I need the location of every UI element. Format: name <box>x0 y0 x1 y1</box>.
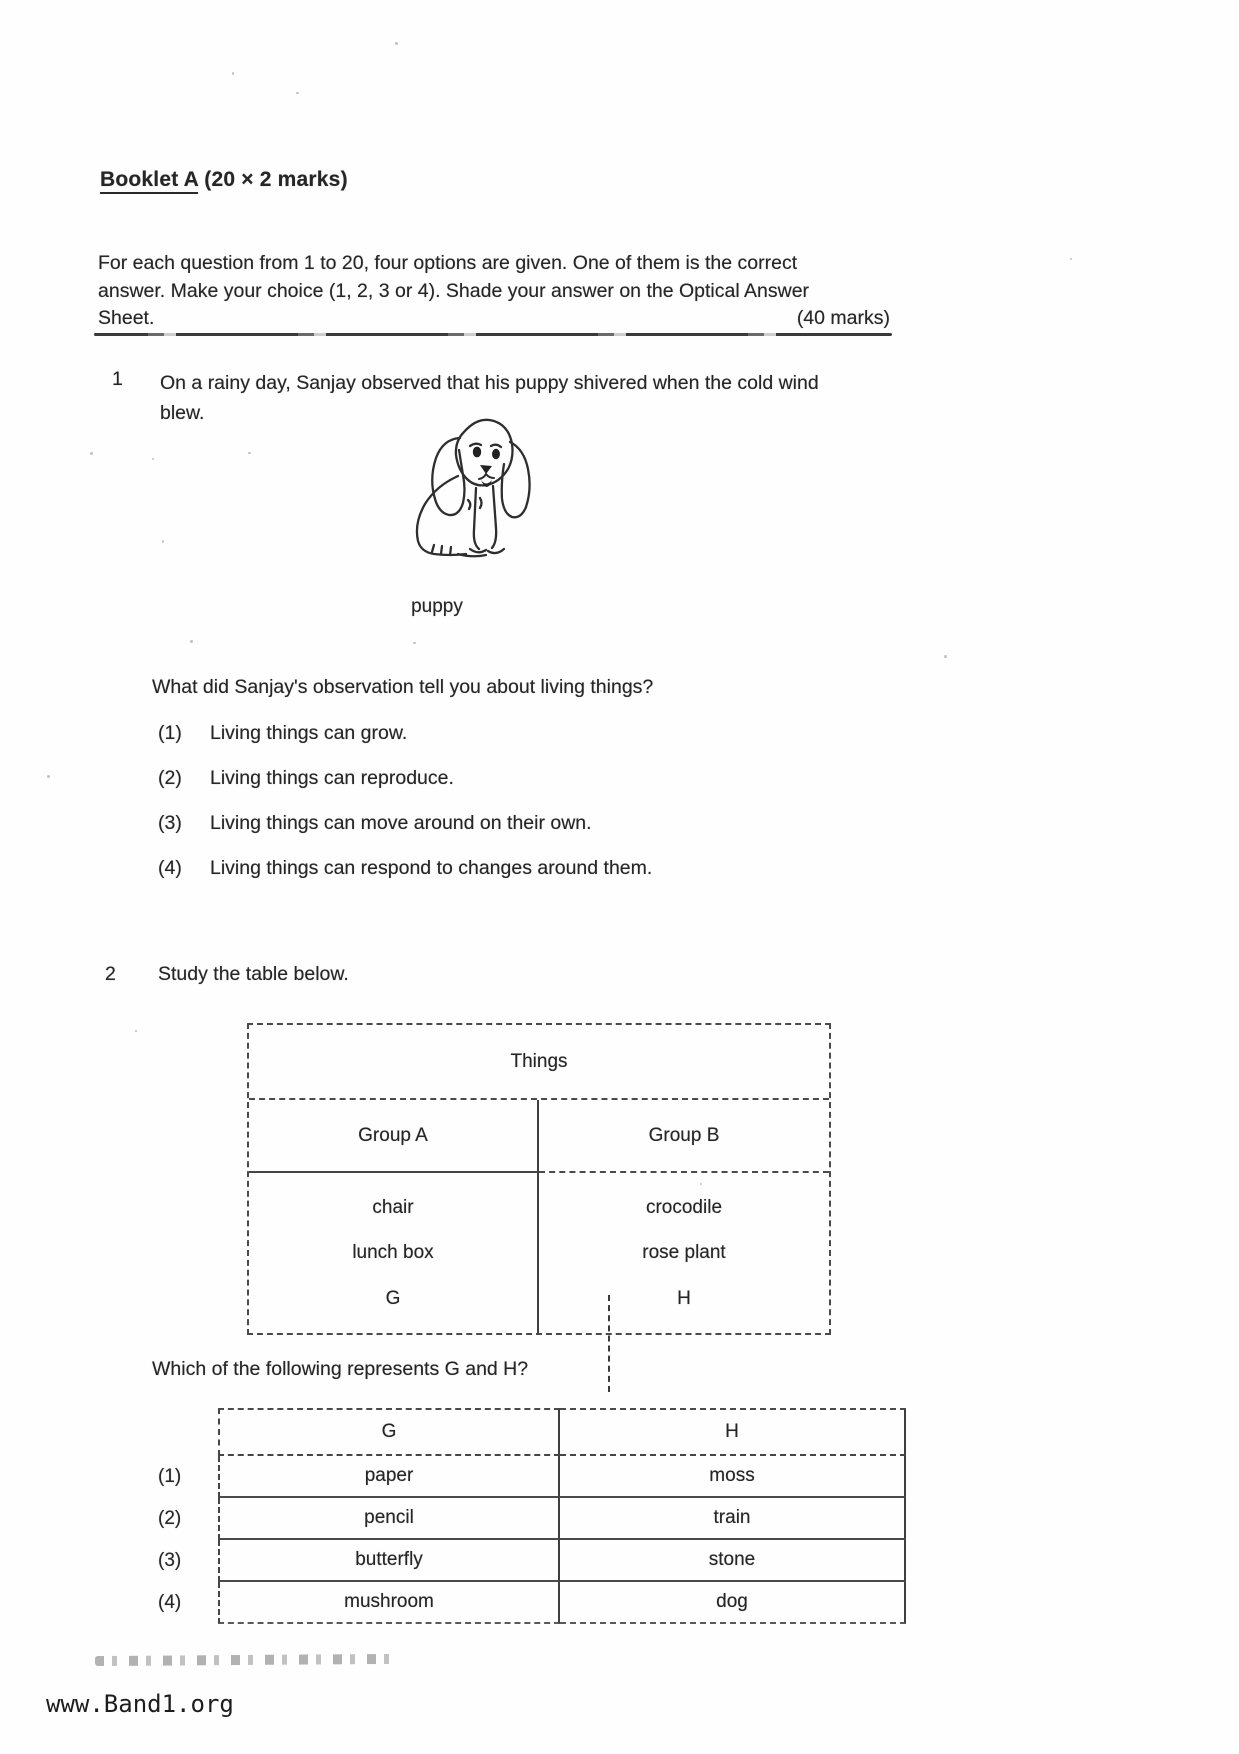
q1-option-2 <box>158 767 454 790</box>
q1-option-1 <box>158 722 407 745</box>
scan-smudge <box>95 1654 395 1666</box>
option-number: (4) <box>158 857 182 879</box>
answer-row-label: (2) <box>158 1508 182 1529</box>
booklet-marks-scheme: (20 × 2 marks) <box>198 168 348 191</box>
q1-option-4 <box>158 857 652 880</box>
things-table-title: Things <box>249 1025 829 1100</box>
scan-speck <box>1070 258 1072 260</box>
option-text: Living things can reproduce. <box>210 767 454 789</box>
answer-row-label: (4) <box>158 1592 182 1613</box>
scan-speck <box>152 458 154 460</box>
scan-speck <box>413 642 416 644</box>
answer-row-label: (3) <box>158 1550 182 1571</box>
option-text: Living things can move around on their own. <box>210 812 592 834</box>
section-divider-line <box>94 333 892 336</box>
answer-options-table <box>158 1408 906 1624</box>
things-table-header-group-b: Group B <box>539 1100 829 1173</box>
scan-speck <box>944 655 947 658</box>
things-table <box>247 1023 831 1335</box>
group-a-item: chair <box>372 1196 414 1218</box>
option-text: Living things can respond to changes around them. <box>210 857 653 879</box>
answer-cell-h: moss <box>560 1456 906 1498</box>
answer-cell-g: butterfly <box>218 1540 560 1582</box>
group-b-item: crocodile <box>645 1196 723 1218</box>
answer-cell-h: stone <box>560 1540 906 1582</box>
instructions-block <box>98 250 890 333</box>
answer-cell-h: dog <box>560 1582 906 1624</box>
figure-caption: puppy <box>411 596 463 617</box>
question-2-number: 2 <box>105 963 116 985</box>
instructions-line: answer. Make your choice (1, 2, 3 or 4). Shade your answer on the Optical Answer <box>98 279 810 302</box>
scan-speck <box>162 540 164 543</box>
puppy-illustration <box>388 408 578 585</box>
answer-row-label: (1) <box>158 1466 182 1487</box>
option-text: Living things can grow. <box>210 722 408 744</box>
watermark-url: www.Band1.org <box>46 1690 234 1718</box>
question-1-prompt: What did Sanjay's observation tell you about living things? <box>152 676 654 698</box>
answer-cell-g: paper <box>218 1456 560 1498</box>
scan-speck <box>190 640 193 643</box>
group-b-item: H <box>677 1287 691 1309</box>
answer-table-header-g: G <box>218 1408 560 1456</box>
option-number: (2) <box>158 767 182 789</box>
question-1-text: On a rainy day, Sanjay observed that his puppy shivered when the cold wind blew. <box>160 372 819 424</box>
scan-speck <box>296 92 299 94</box>
instructions-line: Sheet. <box>98 307 155 329</box>
scan-speck <box>395 42 398 45</box>
group-b-item: rose plant <box>642 1242 726 1263</box>
answer-cell-g: mushroom <box>218 1582 560 1624</box>
scan-speck <box>90 452 93 455</box>
total-marks-label: (40 marks) <box>796 307 890 329</box>
answer-cell-g: pencil <box>218 1498 560 1540</box>
scan-speck <box>135 1030 137 1032</box>
scan-speck <box>232 72 234 75</box>
things-table-group-a-items <box>249 1173 539 1333</box>
scan-stray-mark <box>608 1295 610 1392</box>
scan-speck <box>47 775 50 778</box>
puppy-line-drawing <box>388 408 578 580</box>
option-number: (3) <box>158 812 182 834</box>
scan-speck <box>248 452 251 454</box>
things-table-header-group-a: Group A <box>249 1100 539 1173</box>
instructions-line: For each question from 1 to 20, four options are given. One of them is the correct <box>98 252 798 274</box>
question-2-text: Study the table below. <box>158 963 349 985</box>
answer-cell-h: train <box>560 1498 906 1540</box>
question-1-number: 1 <box>112 368 123 390</box>
group-a-item: G <box>385 1287 401 1309</box>
things-table-group-b-items <box>539 1173 829 1333</box>
booklet-name: Booklet A <box>100 168 198 194</box>
option-number: (1) <box>158 722 182 744</box>
question-2-prompt: Which of the following represents G and H? <box>152 1358 529 1380</box>
answer-table-header-h: H <box>560 1408 906 1456</box>
group-a-item: lunch box <box>352 1242 434 1263</box>
q1-option-3 <box>158 812 592 835</box>
page-title <box>100 168 348 192</box>
